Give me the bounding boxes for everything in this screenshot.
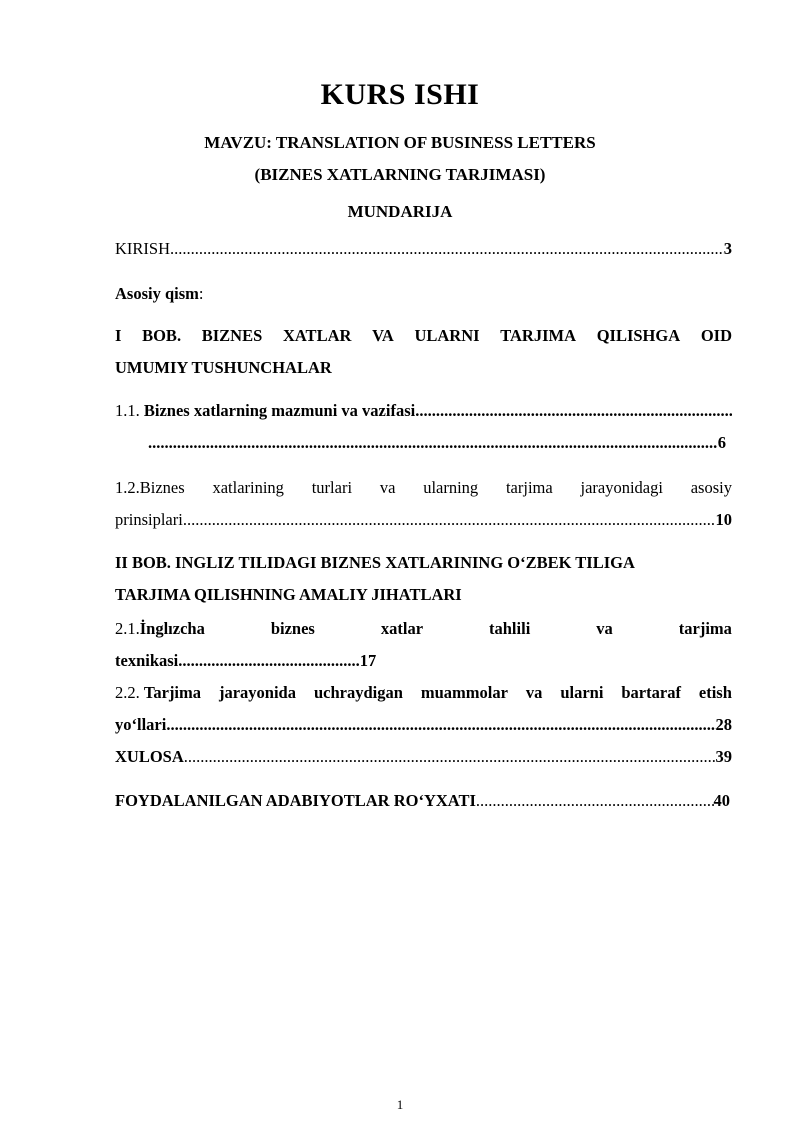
contents-heading: MUNDARIJA xyxy=(347,202,453,221)
toc-dot-leader: ............................................ xyxy=(178,651,360,670)
toc-label: KIRISH xyxy=(115,239,171,258)
toc-page-number: 28 xyxy=(715,715,732,734)
toc-entry-kirish xyxy=(115,237,732,261)
toc-dot-leader xyxy=(183,508,716,532)
toc-chapter-1-line-1: I BOB. BIZNES XATLAR VA ULARNI TARJIMA QILISHGA OID xyxy=(115,326,732,345)
toc-dot-leader xyxy=(170,237,724,261)
toc-entry-2-2-line-1: 2.2. Tarjima jarayonida uchraydigan muammolar va ularni bartaraf etish xyxy=(115,683,732,702)
toc-section-asosiy xyxy=(115,282,732,306)
toc-label: yo‘llari xyxy=(115,715,167,734)
toc-entry-2-1-line-1: 2.1.İnglızcha biznes xatlar tahlili va tarjima xyxy=(115,619,732,638)
toc-chapter-1-line-2: UMUMIY TUSHUNCHALAR xyxy=(115,358,332,377)
toc-entry-1-2-line-1: 1.2.Biznes xatlarining turlari va ularning tarjima jarayonidagi asosiy xyxy=(115,478,732,497)
page-title: KURS ISHI xyxy=(320,78,480,111)
toc-entry-1-2-line-2 xyxy=(115,508,732,532)
page-number: 1 xyxy=(396,1097,404,1112)
toc-entry-2-1-line-2 xyxy=(115,649,415,673)
topic-line-1: MAVZU: TRANSLATION OF BUSINESS LETTERS xyxy=(204,133,596,152)
toc-page-number: 10 xyxy=(715,510,732,529)
toc-label: texnikasi xyxy=(115,651,179,670)
toc-entry-1-1 xyxy=(115,399,732,423)
toc-dot-leader xyxy=(148,431,718,455)
toc-label: FOYDALANILGAN ADABIYOTLAR RO‘YXATI xyxy=(115,791,476,810)
toc-label: prinsiplari xyxy=(115,510,183,529)
toc-page-number: 40 xyxy=(713,791,730,810)
toc-colon: : xyxy=(198,284,204,303)
topic-line-2: (BIZNES XATLARNING TARJIMASI) xyxy=(254,165,546,184)
toc-label: XULOSA xyxy=(115,747,184,766)
toc-entry-2-2-line-2 xyxy=(115,713,732,737)
toc-dot-leader xyxy=(184,745,716,769)
toc-dot-leader xyxy=(166,713,715,737)
toc-page-number: 17 xyxy=(359,651,377,670)
toc-entry-xulosa xyxy=(115,745,732,769)
toc-entry-1-1-cont xyxy=(148,431,726,455)
toc-page-number: 6 xyxy=(717,433,726,452)
toc-section-number: 1.1. xyxy=(115,401,140,420)
toc-page-number: 3 xyxy=(723,239,732,258)
toc-dot-leader xyxy=(476,789,714,813)
toc-chapter-2-line-2: TARJIMA QILISHNING AMALIY JIHATLARI xyxy=(115,585,462,604)
toc-page-number: 39 xyxy=(715,747,732,766)
toc-label: Asosiy qism xyxy=(115,284,199,303)
toc-dot-leader xyxy=(415,399,732,423)
toc-label: Biznes xatlarning mazmuni va vazifasi xyxy=(143,401,416,420)
toc-chapter-2-line-1: II BOB. INGLIZ TILIDAGI BIZNES XATLARINING O‘ZBEK TILIGA xyxy=(115,553,635,572)
toc-entry-bibliography xyxy=(115,789,730,813)
